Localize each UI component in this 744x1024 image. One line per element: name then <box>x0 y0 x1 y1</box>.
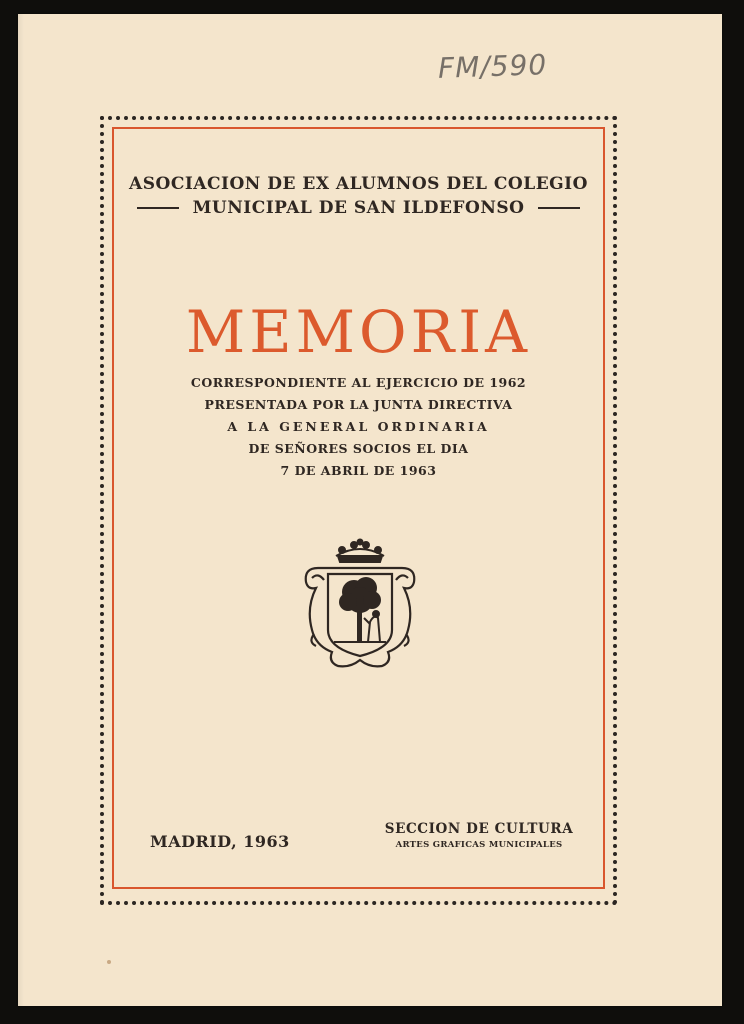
publisher-block <box>380 820 578 852</box>
coat-of-arms-icon <box>298 538 422 674</box>
publisher-section: SECCION DE CULTURA <box>384 821 574 837</box>
subtitle-line-3: A LA GENERAL ORDINARIA <box>227 419 490 434</box>
subtitle-block <box>112 372 605 482</box>
red-frame <box>112 127 605 889</box>
subtitle-line-1: CORRESPONDIENTE AL EJERCICIO DE 1962 <box>190 375 527 390</box>
printer-name: ARTES GRAFICAS MUNICIPALES <box>395 840 563 850</box>
paper-speck <box>107 960 111 964</box>
document-title: MEMORIA <box>185 298 532 366</box>
association-line-2: MUNICIPAL DE SAN ILDEFONSO <box>192 198 525 218</box>
association-line-2-row <box>112 196 605 220</box>
archive-mark: FM/590 <box>437 48 548 85</box>
subtitle-line-5: 7 DE ABRIL DE 1963 <box>280 463 437 478</box>
association-header <box>112 172 605 220</box>
left-rule <box>137 207 179 209</box>
place-and-year: MADRID, 1963 <box>150 832 290 851</box>
right-rule <box>538 207 580 209</box>
subtitle-line-4: DE SEÑORES SOCIOS EL DIA <box>248 441 469 456</box>
association-line-1: ASOCIACION DE EX ALUMNOS DEL COLEGIO <box>129 174 588 194</box>
subtitle-line-2: PRESENTADA POR LA JUNTA DIRECTIVA <box>204 397 513 412</box>
